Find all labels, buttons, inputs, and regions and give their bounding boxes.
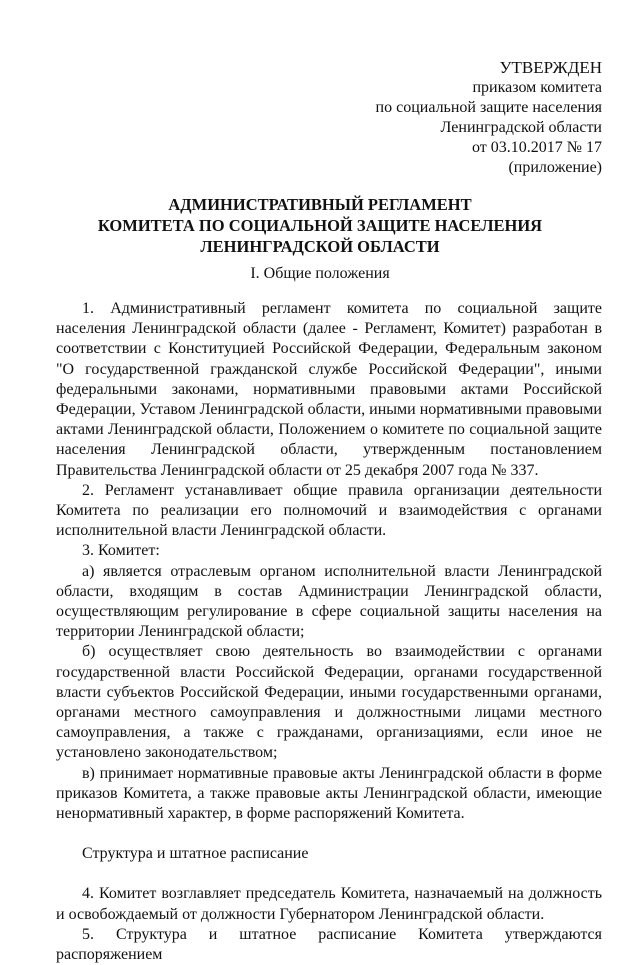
- approval-stamp: [376, 58, 602, 178]
- document-title: [0, 194, 640, 257]
- paragraph: а) является отраслевым органом исполнительной власти Ленинградской области, входящим в состав Администрации Ленинградской области, осуществляющим регулирование в сфере социальной защиты населения на территории Ленинградской области;: [56, 562, 602, 641]
- title-line: КОМИТЕТА ПО СОЦИАЛЬНОЙ ЗАЩИТЕ НАСЕЛЕНИЯ: [97, 216, 543, 235]
- approval-line: приказом комитета: [472, 79, 602, 96]
- subsection-heading: Структура и штатное расписание: [82, 845, 309, 863]
- title-line: АДМИНИСТРАТИВНЫЙ РЕГЛАМЕНТ: [168, 195, 472, 214]
- paragraph: 3. Комитет:: [82, 542, 160, 560]
- section-heading: I. Общие положения: [250, 265, 390, 282]
- paragraph: б) осуществляет свою деятельность во взаимодействии с органами государственной власти Российской Федерации, органами государственной власти субъектов Российской Федерации, иными государственными органами, органами местного самоуправления и должностными лицами местного самоуправления, а также с гражданами, организациями, если иное не установлено законодательством;: [56, 643, 602, 762]
- title-line: ЛЕНИНГРАДСКОЙ ОБЛАСТИ: [200, 237, 440, 256]
- paragraph: 2. Регламент устанавливает общие правила организации деятельности Комитета по реализации его полномочий и взаимодействия с органами исполнительной власти Ленинградской области.: [56, 481, 602, 540]
- approval-line: по социальной защите населения: [375, 99, 602, 116]
- approval-line: Ленинградской области: [440, 119, 602, 136]
- paragraph: 5. Структура и штатное расписание Комитета утверждаются распоряжением: [56, 925, 602, 964]
- approval-line: (приложение): [508, 159, 602, 176]
- document-body: [56, 299, 602, 965]
- paragraph: 1. Административный регламент комитета по социальной защите населения Ленинградской области (далее - Регламент, Комитет) разработан в соответствии с Конституцией Российской Федерации, Федеральным законом "О государственной гражданской службе Российской Федерации", иными федеральными законами, нормативными правовыми актами Российской Федерации, Уставом Ленинградской области, иными нормативными правовыми актами Ленинградской области, Положением о комитете по социальной защите населения Ленинградской области, утвержденным постановлением Правительства Ленинградской области от 25 декабря 2007 года № 337.: [56, 300, 602, 479]
- approval-heading: УТВЕРЖДЕН: [499, 58, 602, 77]
- paragraph: 4. Комитет возглавляет председатель Комитета, назначаемый на должность и освобождаемый от должности Губернатором Ленинградской области.: [56, 885, 602, 923]
- paragraph: в) принимает нормативные правовые акты Ленинградской области в форме приказов Комитета, а также правовые акты Ленинградской области, имеющие ненормативный характер, в форме распоряжений Комитета.: [56, 764, 602, 823]
- approval-date-line: от 03.10.2017 № 17: [471, 139, 602, 156]
